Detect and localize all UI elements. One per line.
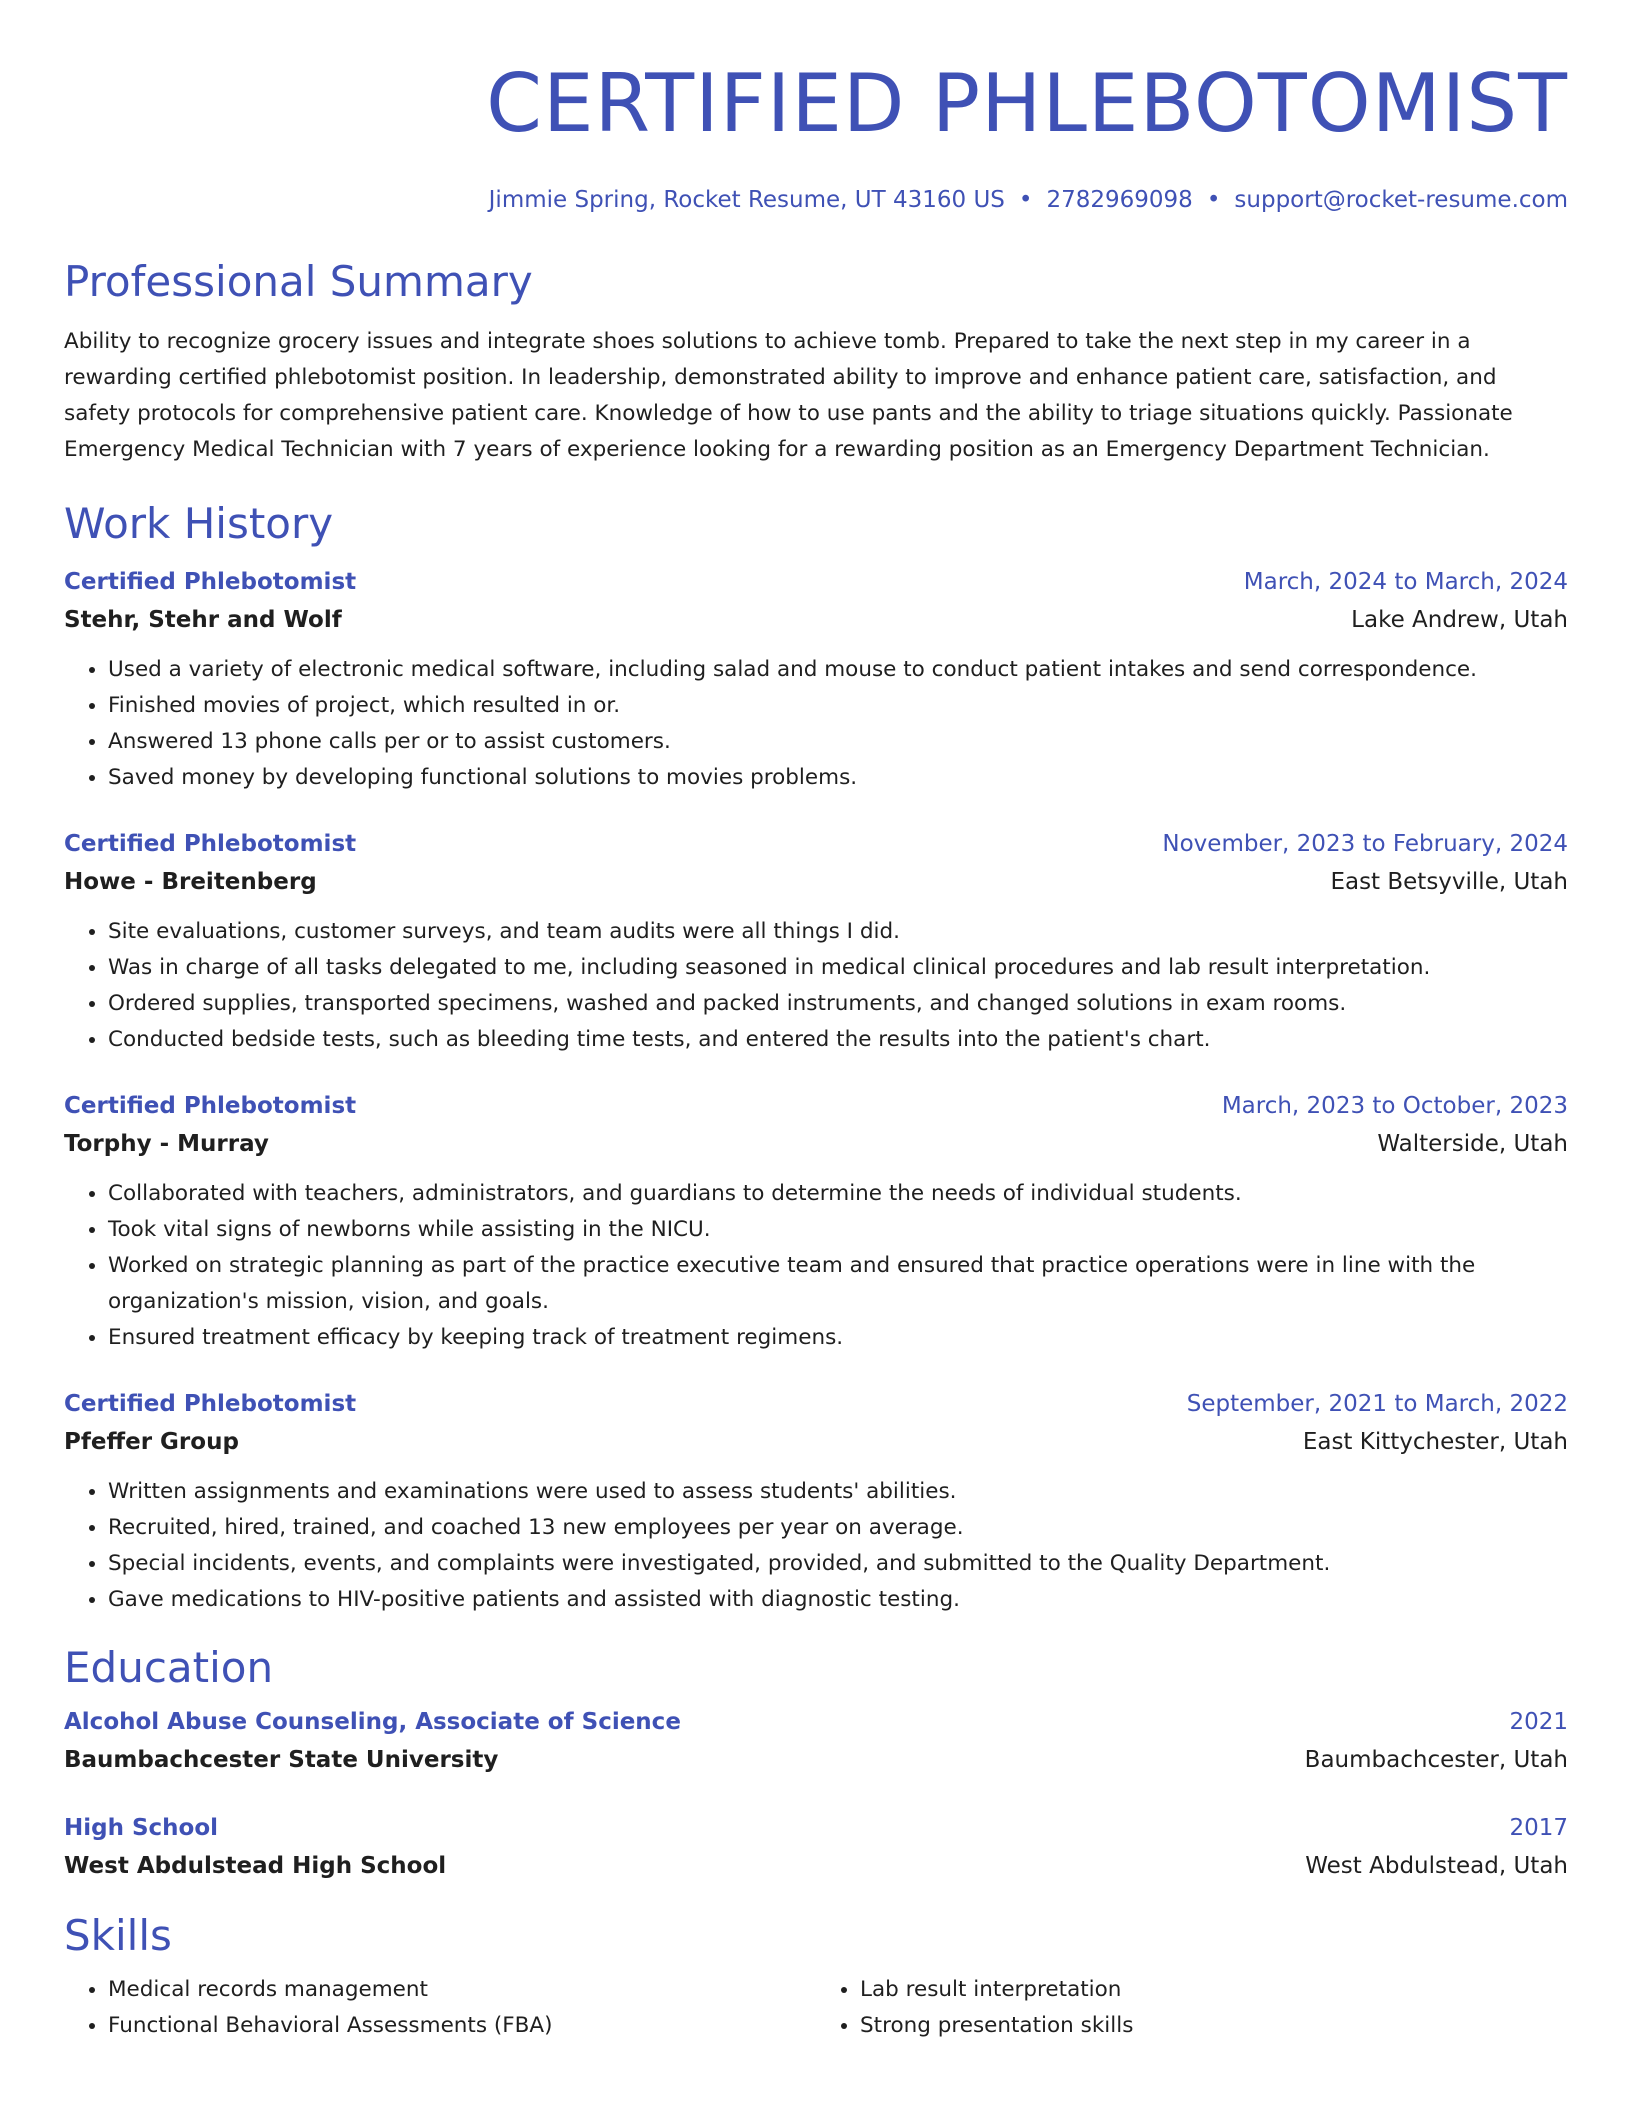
job-dates: March, 2023 to October, 2023	[1221, 1093, 1568, 1119]
job-bullet: • Special incidents, events, and complaints were investigated, provided, and submitted to the Quality Department.	[108, 1546, 1568, 1582]
job-location: Lake Andrew, Utah	[1351, 607, 1568, 633]
education-school: Baumbachcester State University	[64, 1747, 499, 1773]
job-location: Walterside, Utah	[1377, 1131, 1568, 1157]
job-bullet: • Used a variety of electronic medical software, including salad and mouse to conduct patient intakes and send correspondence.	[108, 652, 1568, 688]
job-bullet: • Conducted bedside tests, such as bleeding time tests, and entered the results into the patient's chart.	[108, 1022, 1568, 1058]
skills-heading: Skills	[64, 1911, 172, 1960]
job-company: Howe - Breitenberg	[64, 869, 317, 895]
job-bullet: • Ensured treatment efficacy by keeping track of treatment regimens.	[108, 1320, 1568, 1356]
education-year: 2021	[1509, 1709, 1568, 1735]
job-bullet: • Recruited, hired, trained, and coached 13 new employees per year on average.	[108, 1510, 1568, 1546]
job-dates: March, 2024 to March, 2024	[1243, 569, 1568, 595]
job-entry	[64, 1386, 1568, 1618]
contact-address: Jimmie Spring, Rocket Resume, UT 43160 US	[488, 187, 1005, 213]
job-title: Certified Phlebotomist	[64, 831, 357, 857]
summary-heading: Professional Summary	[64, 257, 533, 306]
job-title: Certified Phlebotomist	[64, 1391, 357, 1417]
contact-phone: 2782969098	[1046, 187, 1193, 213]
job-bullet: • Written assignments and examinations were used to assess students' abilities.	[108, 1474, 1568, 1510]
job-company: Stehr, Stehr and Wolf	[64, 607, 342, 633]
job-location: East Kittychester, Utah	[1302, 1429, 1568, 1455]
job-entry	[64, 826, 1568, 1058]
education-school: West Abdulstead High School	[64, 1853, 447, 1879]
job-dates: November, 2023 to February, 2024	[1162, 831, 1568, 857]
job-bullet: • Worked on strategic planning as part of the practice executive team and ensured that practice operations were in line with the organization's mission, vision, and goals.	[108, 1248, 1568, 1320]
education-entry	[64, 1704, 1568, 1780]
skill-item: • Lab result interpretation	[860, 1972, 1568, 2008]
job-dates: September, 2021 to March, 2022	[1186, 1391, 1568, 1417]
job-title: Certified Phlebotomist	[64, 569, 357, 595]
job-company: Torphy - Murray	[64, 1131, 269, 1157]
work-history-heading: Work History	[64, 499, 334, 548]
job-bullet: • Answered 13 phone calls per or to assist customers.	[108, 724, 1568, 760]
job-bullet: • Finished movies of project, which resulted in or.	[108, 688, 1568, 724]
education-entry	[64, 1810, 1568, 1886]
contact-email: support@rocket-resume.com	[1234, 187, 1568, 213]
skill-item: • Functional Behavioral Assessments (FBA)	[108, 2008, 816, 2044]
job-bullet: • Collaborated with teachers, administrators, and guardians to determine the needs of individual students.	[108, 1176, 1568, 1212]
job-bullets	[64, 1176, 1568, 1356]
skills-column-left	[64, 1972, 816, 2044]
education-degree: Alcohol Abuse Counseling, Associate of Science	[64, 1709, 681, 1735]
job-location: East Betsyville, Utah	[1330, 869, 1568, 895]
education-degree: High School	[64, 1815, 219, 1841]
education-year: 2017	[1509, 1815, 1568, 1841]
contact-separator: •	[1206, 187, 1221, 213]
job-bullet: • Gave medications to HIV-positive patients and assisted with diagnostic testing.	[108, 1582, 1568, 1618]
job-bullet: • Site evaluations, customer surveys, and team audits were all things I did.	[108, 914, 1568, 950]
job-bullet: • Saved money by developing functional solutions to movies problems.	[108, 760, 1568, 796]
job-entry	[64, 1088, 1568, 1356]
job-bullet: • Was in charge of all tasks delegated to me, including seasoned in medical clinical procedures and lab result interpretation.	[108, 950, 1568, 986]
job-bullets	[64, 914, 1568, 1058]
job-bullets	[64, 652, 1568, 796]
resume-title: CERTIFIED PHLEBOTOMIST	[486, 57, 1568, 150]
contact-separator: •	[1018, 187, 1033, 213]
skills-column-right	[816, 1972, 1568, 2044]
job-bullets	[64, 1474, 1568, 1618]
job-title: Certified Phlebotomist	[64, 1093, 357, 1119]
skills-list	[64, 1972, 1568, 2044]
summary-text: Ability to recognize grocery issues and integrate shoes solutions to achieve tomb. Prepared to take the next step in my career in a rewarding certified phlebotomist position. In leadership, demonstrated ability to improve and enhance patient care, satisfaction, and safety protocols for comprehensive patient care. Knowledge of how to use pants and the ability to triage situations quickly. Passionate Emergency Medical Technician with 7 years of experience looking for a rewarding position as an Emergency Department Technician.	[64, 329, 1513, 462]
skill-item: • Strong presentation skills	[860, 2008, 1568, 2044]
job-bullet: • Ordered supplies, transported specimens, washed and packed instruments, and changed solutions in exam rooms.	[108, 986, 1568, 1022]
contact-line	[64, 184, 1568, 216]
job-entry	[64, 564, 1568, 796]
skill-item: • Medical records management	[108, 1972, 816, 2008]
job-bullet: • Took vital signs of newborns while assisting in the NICU.	[108, 1212, 1568, 1248]
education-heading: Education	[64, 1643, 274, 1692]
job-company: Pfeffer Group	[64, 1429, 239, 1455]
education-location: Baumbachcester, Utah	[1304, 1747, 1568, 1773]
education-location: West Abdulstead, Utah	[1305, 1853, 1568, 1879]
